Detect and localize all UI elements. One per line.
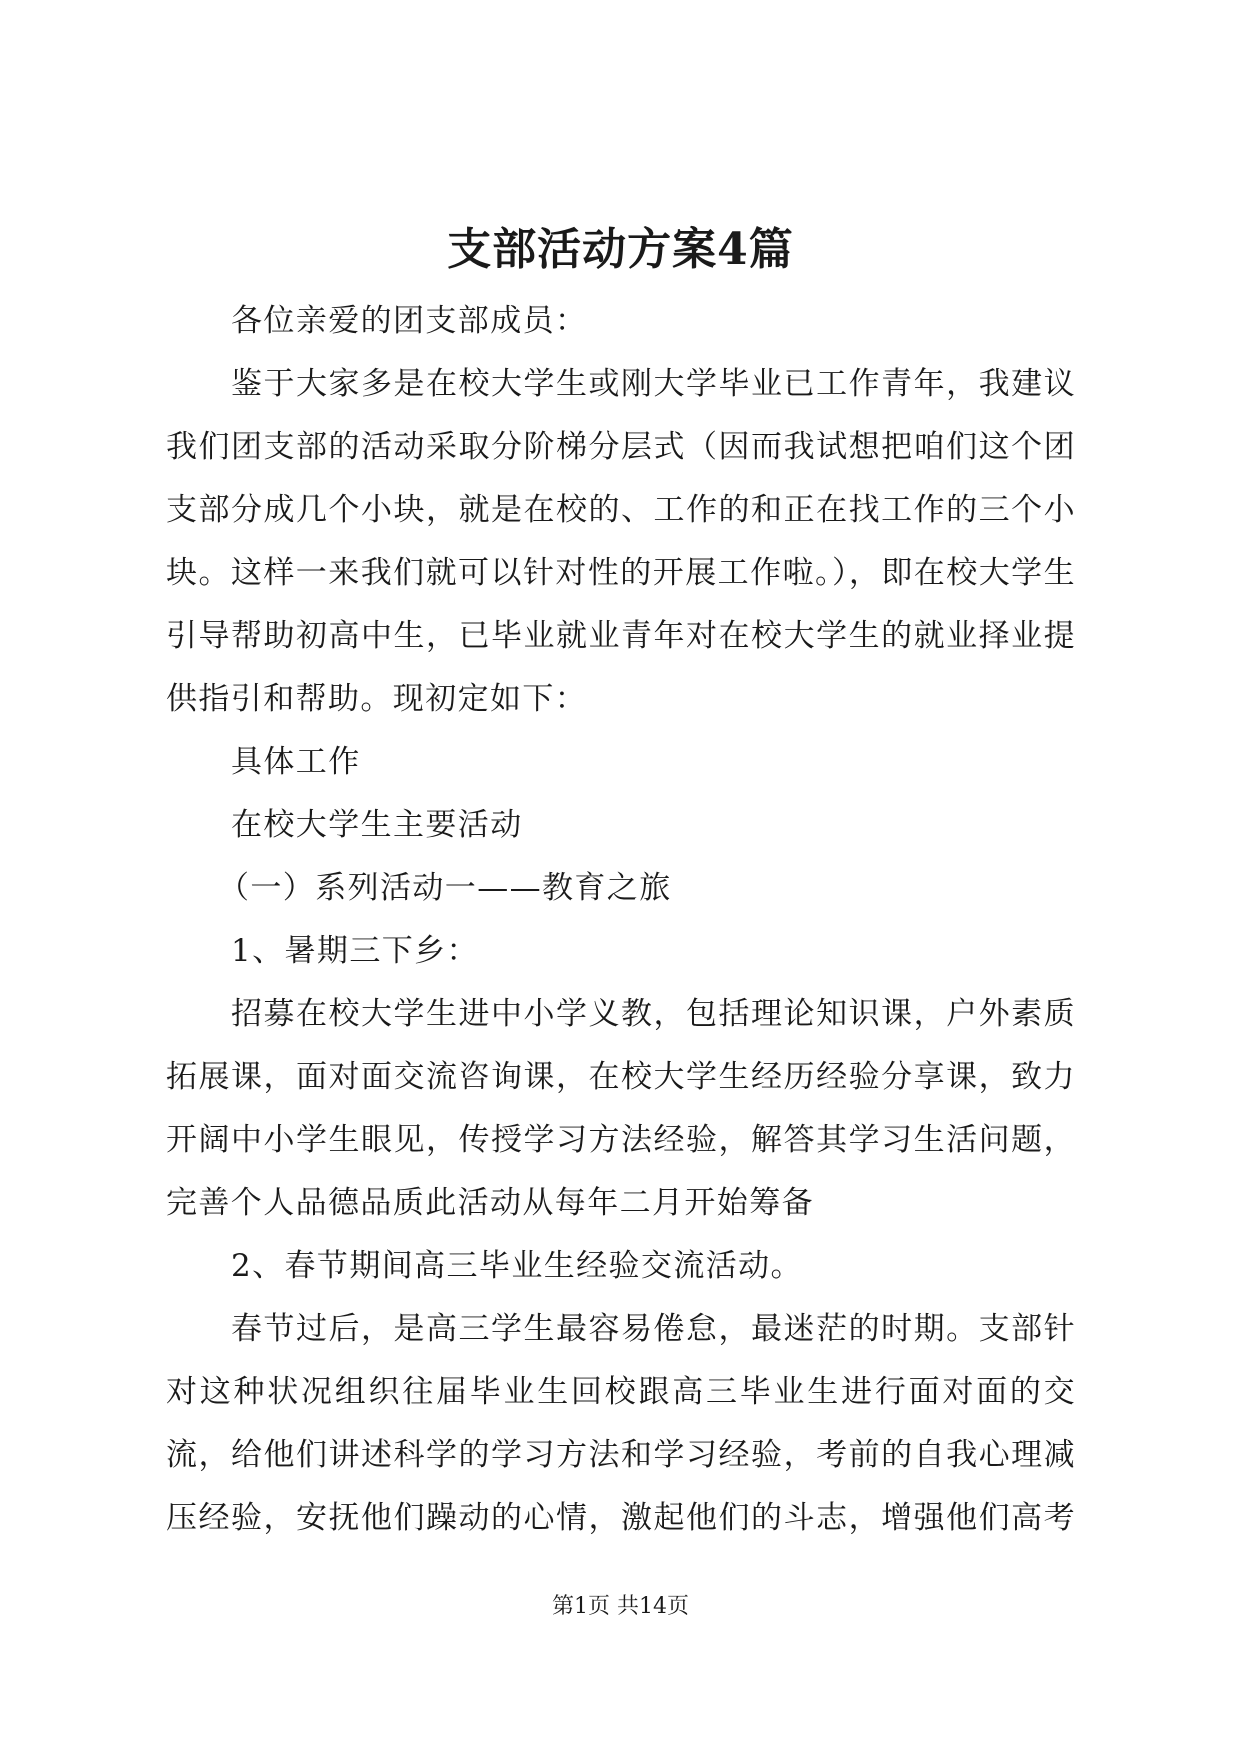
paragraph-line: 我们团支部的活动采取分阶梯分层式（因而我试想把咱们这个团 <box>166 429 1076 465</box>
section-heading: 具体工作 <box>231 744 361 780</box>
paragraph-line: 支部分成几个小块，就是在校的、工作的和正在找工作的三个小 <box>166 492 1076 528</box>
paragraph-line: 开阔中小学生眼见，传授学习方法经验，解答其学习生活问题， <box>166 1122 1076 1158</box>
subsection-heading: （一）系列活动一——教育之旅 <box>218 870 672 906</box>
paragraph-line: 招募在校大学生进中小学义教，包括理论知识课，户外素质 <box>231 996 1076 1032</box>
document-body <box>166 290 1076 1550</box>
section-heading: 在校大学生主要活动 <box>231 807 523 843</box>
document-title: 支部活动方案4篇 <box>447 224 794 275</box>
paragraph-line: 压经验，安抚他们躁动的心情，激起他们的斗志，增强他们高考 <box>166 1500 1076 1536</box>
paragraph-line: 块。这样一来我们就可以针对性的开展工作啦。），即在校大学生 <box>166 555 1076 591</box>
page-footer: 第1页 共14页 <box>552 1594 689 1619</box>
paragraph-line: 供指引和帮助。现初定如下： <box>166 681 588 717</box>
list-item-heading: 1、暑期三下乡： <box>231 933 479 969</box>
paragraph-line: 流，给他们讲述科学的学习方法和学习经验，考前的自我心理减 <box>166 1437 1076 1473</box>
paragraph-line: 鉴于大家多是在校大学生或刚大学毕业已工作青年，我建议 <box>231 366 1076 402</box>
paragraph-line: 引导帮助初高中生，已毕业就业青年对在校大学生的就业择业提 <box>166 618 1076 654</box>
salutation-line: 各位亲爱的团支部成员： <box>231 303 588 339</box>
paragraph-line: 拓展课，面对面交流咨询课，在校大学生经历经验分享课，致力 <box>166 1059 1076 1095</box>
paragraph-line: 完善个人品德品质此活动从每年二月开始筹备 <box>166 1185 814 1221</box>
paragraph-line: 春节过后，是高三学生最容易倦怠，最迷茫的时期。支部针 <box>231 1311 1076 1347</box>
paragraph-line: 对这种状况组织往届毕业生回校跟高三毕业生进行面对面的交 <box>166 1374 1076 1410</box>
list-item-heading: 2、春节期间高三毕业生经验交流活动。 <box>231 1248 803 1284</box>
